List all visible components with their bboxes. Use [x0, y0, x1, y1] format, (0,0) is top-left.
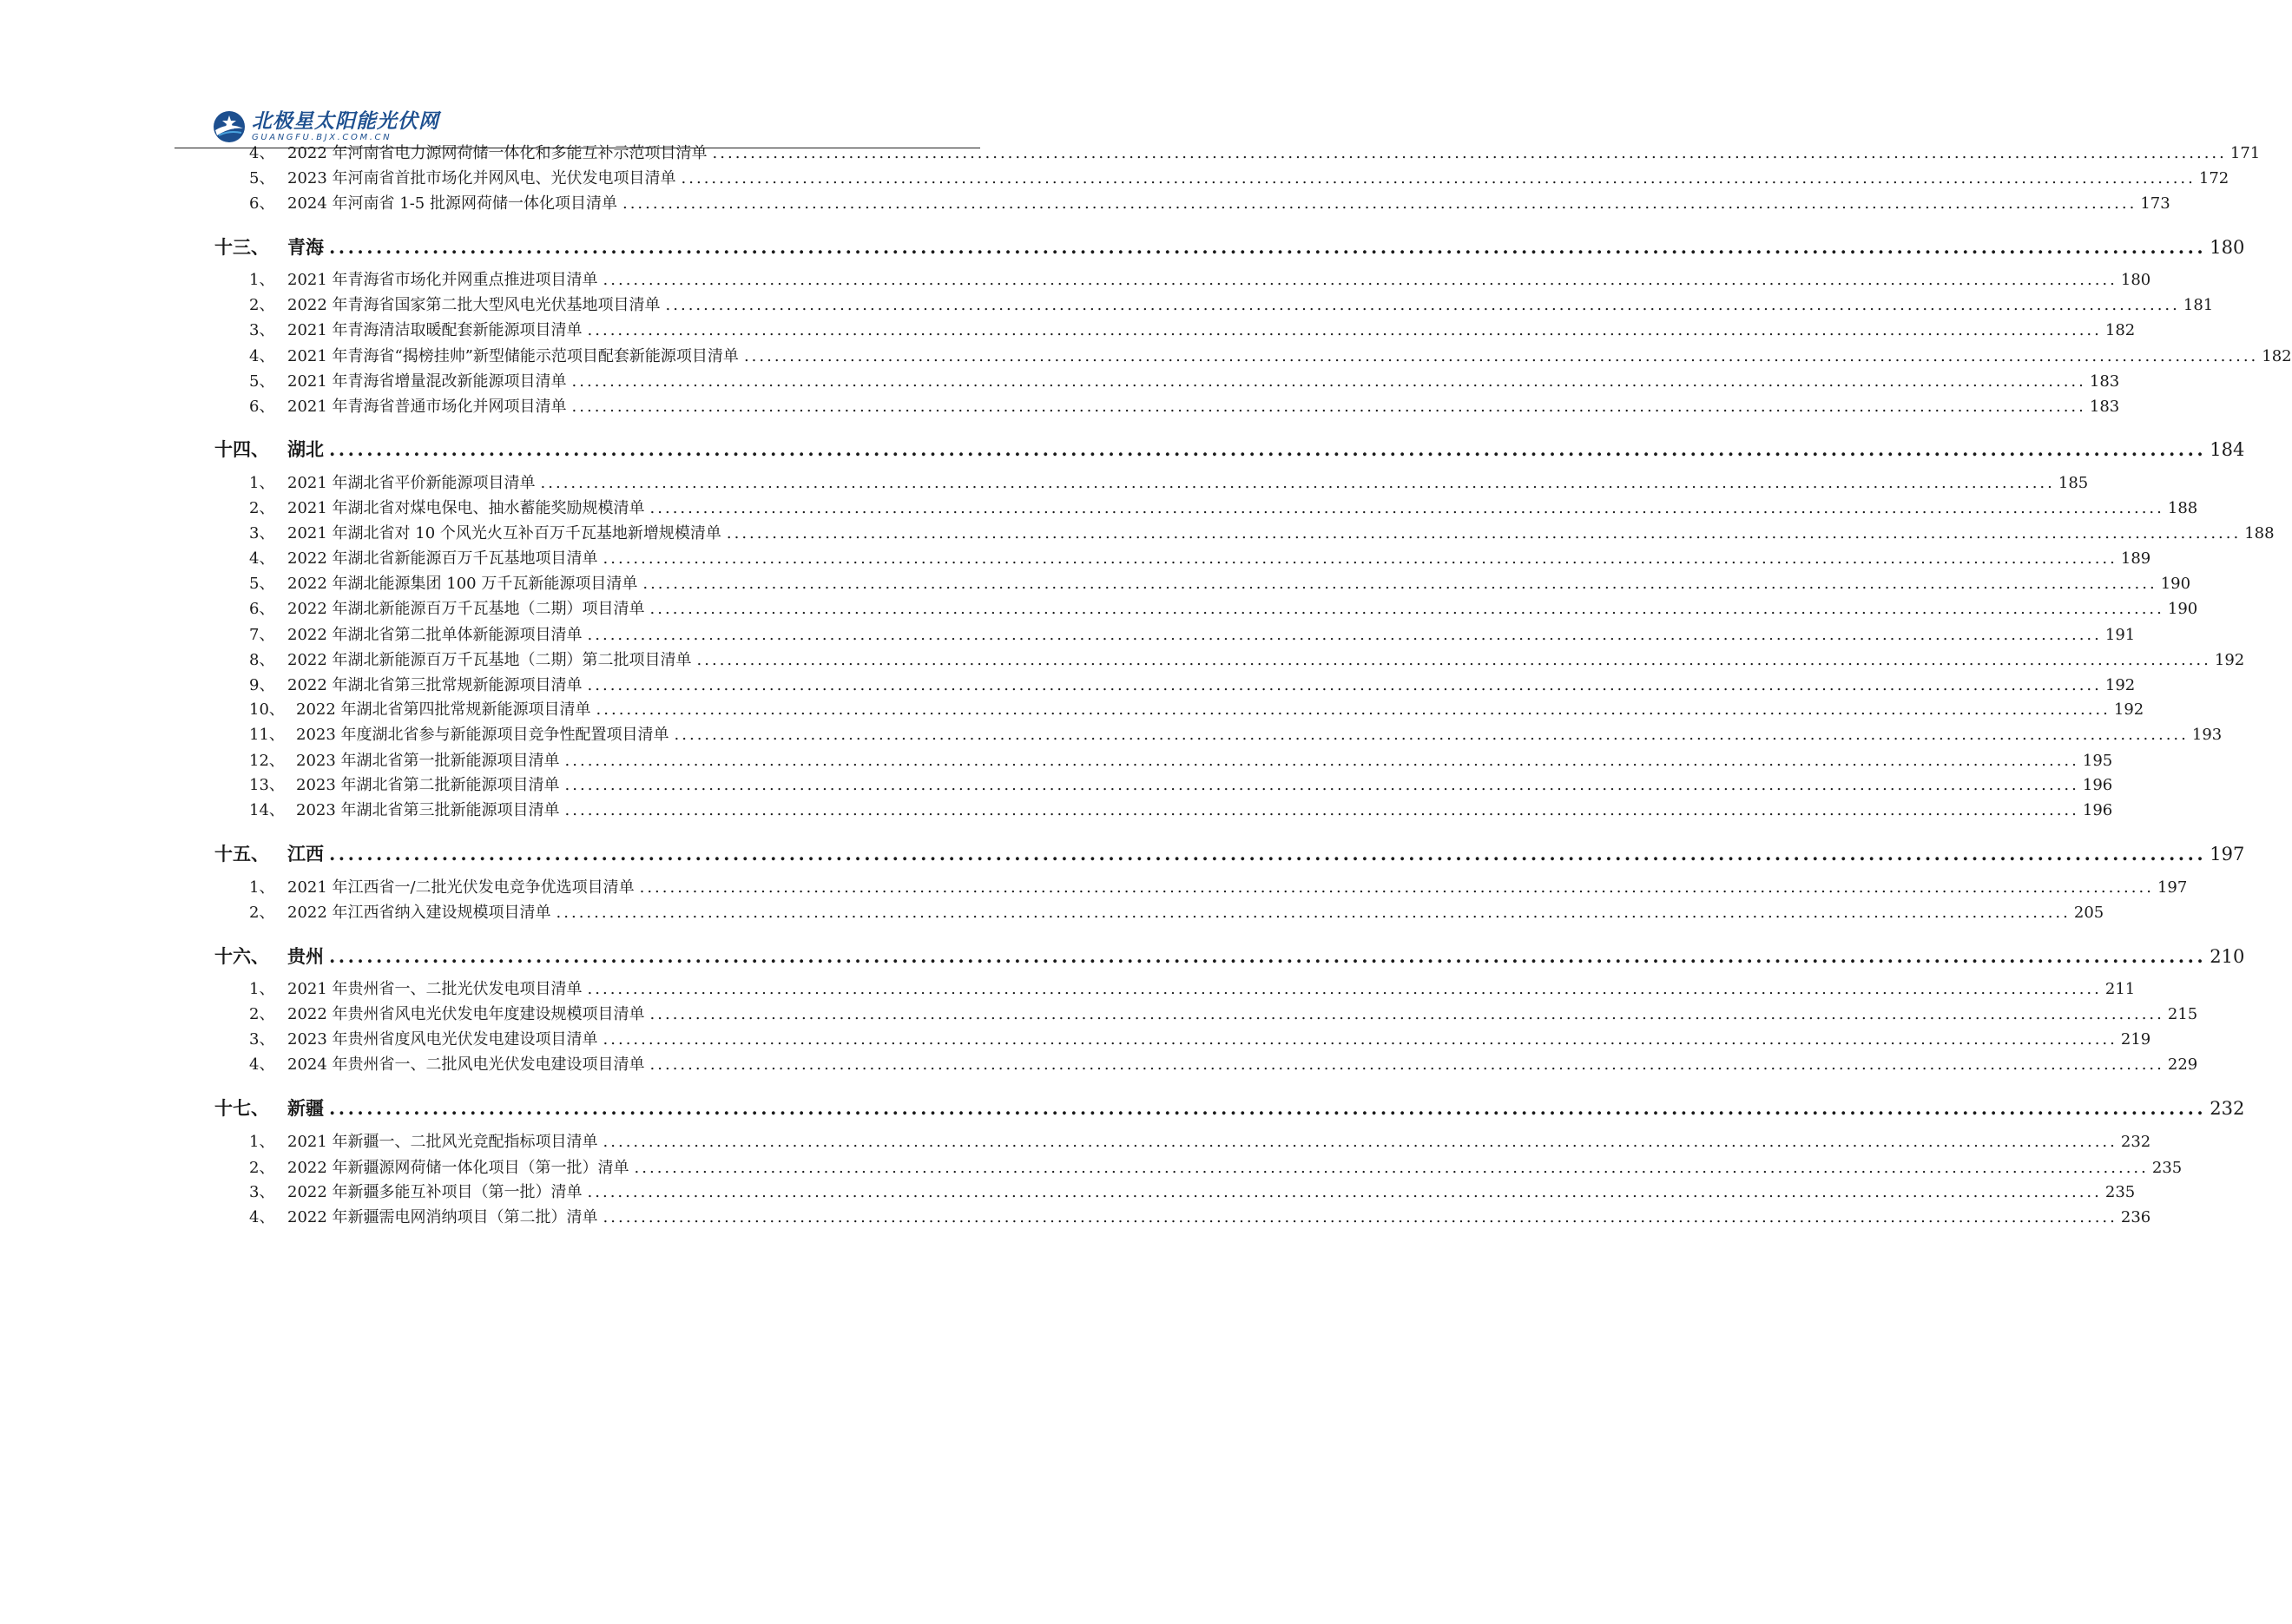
toc-title: 2022 年湖北能源集团 100 万千瓦新能源项目清单 — [287, 575, 638, 593]
toc-page-number: 171 — [2229, 144, 2261, 162]
toc-page-number: 182 — [2104, 321, 2136, 339]
toc-item[interactable] — [0, 622, 2136, 645]
toc-page-number: 236 — [2120, 1208, 2151, 1226]
toc-title: 2023 年湖北省第二批新能源项目清单 — [296, 776, 560, 794]
toc-number: 十六、 — [214, 945, 269, 967]
toc-title: 江西 — [287, 843, 324, 865]
toc-item[interactable] — [0, 976, 2136, 999]
toc-page-number: 219 — [2120, 1030, 2151, 1049]
toc-page-number: 188 — [2167, 499, 2198, 517]
toc-title: 2022 年湖北省第二批单体新能源项目清单 — [287, 626, 583, 644]
toc-title: 2022 年湖北省新能源百万千瓦基地项目清单 — [287, 549, 598, 568]
toc-leader: ........................................................................................................................................................................................................ — [540, 474, 2055, 492]
toc-item[interactable] — [0, 673, 2136, 695]
toc-page-number: 185 — [2058, 474, 2089, 492]
toc-number: 2、 — [249, 904, 275, 922]
toc-item[interactable] — [0, 369, 2120, 391]
toc-title: 2022 年湖北省第四批常规新能源项目清单 — [296, 700, 591, 719]
toc-title: 新疆 — [287, 1097, 324, 1119]
toc-leader: ........................................................................................................................................................................................................ — [649, 499, 2164, 517]
toc-title: 湖北 — [287, 438, 324, 460]
toc-item[interactable] — [0, 773, 2113, 795]
toc-page-number: 184 — [2210, 439, 2245, 460]
toc-item[interactable] — [0, 293, 2214, 315]
toc-number: 6、 — [249, 600, 275, 618]
toc-item[interactable] — [0, 875, 2188, 897]
toc-leader: ........................................................................................................................................................................................................ — [564, 752, 2079, 770]
toc-title: 2022 年湖北省第三批常规新能源项目清单 — [287, 676, 583, 694]
toc-item[interactable] — [0, 521, 2275, 543]
toc-title: 2021 年青海省普通市场化并网项目清单 — [287, 398, 567, 416]
toc-number: 4、 — [249, 347, 275, 365]
toc-page-number: 192 — [2214, 651, 2245, 669]
toc-leader: ........................................................................................................................................................................................................ — [603, 549, 2117, 568]
toc-title: 2024 年河南省 1-5 批源网荷储一体化项目清单 — [287, 194, 617, 213]
toc-leader: ........................................................................................................................................................................................................ — [743, 347, 2259, 365]
toc-page-number: 232 — [2120, 1133, 2151, 1151]
toc-page-number: 232 — [2210, 1098, 2245, 1119]
toc-leader: ........................................................................................................................................................................................................ — [571, 398, 2086, 416]
toc-number: 5、 — [249, 169, 275, 187]
toc-page-number: 197 — [2157, 878, 2188, 897]
toc-page-number: 210 — [2210, 946, 2245, 967]
toc-number: 7、 — [249, 626, 275, 644]
toc-title: 2021 年湖北省对煤电保电、抽水蓄能奖励规模清单 — [287, 499, 645, 517]
toc-leader: ........................................................................................................................................................................................................ — [639, 878, 2154, 897]
toc-page-number: 191 — [2104, 626, 2136, 644]
toc-leader: ........................................................................................................................................................................................................ — [696, 651, 2211, 669]
toc-item[interactable] — [0, 748, 2113, 771]
toc-section[interactable] — [0, 436, 2245, 462]
toc-number: 8、 — [249, 651, 275, 669]
toc-number: 12、 — [249, 752, 285, 770]
toc-number: 4、 — [249, 1208, 275, 1226]
toc-number: 1、 — [249, 474, 275, 492]
toc-item[interactable] — [0, 470, 2089, 493]
toc-item[interactable] — [0, 900, 2104, 923]
toc-item[interactable] — [0, 648, 2245, 670]
toc-title: 2024 年贵州省一、二批风电光伏发电建设项目清单 — [287, 1055, 645, 1074]
toc-leader: ........................................................................................................................................................................................................ — [649, 1055, 2164, 1074]
toc-title: 2021 年贵州省一、二批光伏发电项目清单 — [287, 980, 583, 998]
toc-number: 14、 — [249, 801, 285, 819]
toc-title: 2023 年湖北省第三批新能源项目清单 — [296, 801, 560, 819]
toc-leader: ........................................................................................................................................................................................................ — [556, 904, 2071, 922]
toc-title: 2022 年江西省纳入建设规模项目清单 — [287, 904, 551, 922]
toc-leader: ........................................................................................................................................................................................................ — [681, 169, 2196, 187]
toc-page-number: 196 — [2082, 776, 2113, 794]
toc-page-number: 192 — [2113, 700, 2144, 719]
toc-item[interactable] — [0, 1205, 2151, 1227]
toc-number: 十七、 — [214, 1097, 269, 1119]
toc-title: 2022 年新疆多能互补项目（第一批）清单 — [287, 1183, 583, 1201]
toc-item[interactable] — [0, 798, 2113, 820]
toc-number: 3、 — [249, 524, 275, 542]
toc-leader: ........................................................................................................................................................................................................ — [587, 1183, 2102, 1201]
toc-title: 2022 年湖北新能源百万千瓦基地（二期）第二批项目清单 — [287, 651, 692, 669]
toc-leader: ........................................................................................................................................................................................................ — [726, 524, 2242, 542]
toc-leader: ........................................................................................................................................................................................................ — [571, 372, 2086, 391]
toc-title: 2022 年湖北新能源百万千瓦基地（二期）项目清单 — [287, 600, 645, 618]
toc-page-number: 193 — [2191, 726, 2223, 744]
toc-number: 4、 — [249, 144, 275, 162]
toc-page-number: 215 — [2167, 1005, 2198, 1023]
toc-leader: ........................................................................................................................................................................................................ — [564, 801, 2079, 819]
toc-section[interactable] — [0, 840, 2245, 866]
toc-title: 青海 — [287, 236, 324, 258]
toc-number: 2、 — [249, 499, 275, 517]
toc-title: 2022 年青海省国家第二批大型风电光伏基地项目清单 — [287, 296, 661, 314]
toc-leader: ........................................................................................................................................................................................................ — [642, 575, 2157, 593]
toc-number: 6、 — [249, 194, 275, 213]
toc-leader: ........................................................................................................................................................................................................ — [603, 1208, 2117, 1226]
toc-title: 2022 年河南省电力源网荷储一体化和多能互补示范项目清单 — [287, 144, 708, 162]
toc-page-number: 180 — [2120, 271, 2151, 289]
toc-title: 2022 年新疆需电网消纳项目（第二批）清单 — [287, 1208, 598, 1226]
toc-item[interactable] — [0, 496, 2198, 518]
toc-number: 5、 — [249, 575, 275, 593]
toc-page-number: 205 — [2073, 904, 2104, 922]
toc-number: 十五、 — [214, 843, 269, 865]
toc-page-number: 192 — [2104, 676, 2136, 694]
logo-url: GUANGFU.BJX.COM.CN — [252, 133, 392, 142]
toc-item[interactable] — [0, 546, 2151, 569]
toc-number: 1、 — [249, 1133, 275, 1151]
toc-title: 2021 年江西省一/二批光伏发电竞争优选项目清单 — [287, 878, 635, 897]
toc-title: 2021 年新疆一、二批风光竞配指标项目清单 — [287, 1133, 598, 1151]
toc-page-number: 235 — [2151, 1159, 2183, 1177]
toc-page-number: 195 — [2082, 752, 2113, 770]
toc-item[interactable] — [0, 571, 2191, 594]
toc-number: 13、 — [249, 776, 285, 794]
toc-page-number: 189 — [2120, 549, 2151, 568]
toc-title: 2021 年青海省增量混改新能源项目清单 — [287, 372, 567, 391]
toc-item[interactable] — [0, 394, 2120, 417]
toc-page-number: 196 — [2082, 801, 2113, 819]
toc-leader: ........................................................................................................................................................................................................ — [329, 945, 2207, 967]
toc-number: 11、 — [249, 726, 285, 744]
toc-page-number: 181 — [2183, 296, 2214, 314]
toc-page-number: 183 — [2089, 398, 2120, 416]
toc-item[interactable] — [0, 1002, 2198, 1024]
toc-page-number: 190 — [2160, 575, 2191, 593]
toc-leader: ........................................................................................................................................................................................................ — [634, 1159, 2149, 1177]
toc-page-number: 235 — [2104, 1183, 2136, 1201]
toc-section[interactable] — [0, 233, 2245, 260]
toc-page-number: 182 — [2262, 347, 2292, 365]
toc-title: 2021 年青海省“揭榜挂帅”新型储能示范项目配套新能源项目清单 — [287, 347, 739, 365]
toc-page-number: 229 — [2167, 1055, 2198, 1074]
toc-page-number: 197 — [2210, 844, 2245, 865]
toc-leader: ........................................................................................................................................................................................................ — [603, 1133, 2117, 1151]
toc-leader: ........................................................................................................................................................................................................ — [622, 194, 2137, 213]
toc-leader: ........................................................................................................................................................................................................ — [649, 1005, 2164, 1023]
toc-page-number: 172 — [2198, 169, 2229, 187]
toc-title: 2023 年贵州省度风电光伏发电建设项目清单 — [287, 1030, 598, 1049]
toc-page-number: 173 — [2140, 194, 2170, 213]
toc-item[interactable] — [0, 1052, 2198, 1075]
toc-title: 2023 年湖北省第一批新能源项目清单 — [296, 752, 560, 770]
toc-leader: ........................................................................................................................................................................................................ — [329, 1097, 2207, 1119]
logo-name: 北极星太阳能光伏网 — [252, 110, 439, 133]
toc-section[interactable] — [0, 1095, 2245, 1121]
toc-leader: ........................................................................................................................................................................................................ — [712, 144, 2227, 162]
toc-item[interactable] — [0, 318, 2136, 340]
toc-title: 2021 年青海省市场化并网重点推进项目清单 — [287, 271, 598, 289]
toc-title: 贵州 — [287, 945, 324, 967]
toc-section[interactable] — [0, 943, 2245, 969]
toc-item[interactable] — [0, 344, 2292, 366]
toc-number: 3、 — [249, 321, 275, 339]
toc-leader: ........................................................................................................................................................................................................ — [587, 626, 2102, 644]
toc-item[interactable] — [0, 1027, 2151, 1049]
toc-number: 5、 — [249, 372, 275, 391]
toc-leader: ........................................................................................................................................................................................................ — [587, 321, 2102, 339]
toc-item[interactable] — [0, 166, 2229, 188]
toc-page-number: 211 — [2104, 980, 2136, 998]
toc-item[interactable] — [0, 722, 2223, 745]
toc-item[interactable] — [0, 191, 2170, 214]
toc-number: 3、 — [249, 1183, 275, 1201]
toc-number: 1、 — [249, 878, 275, 897]
toc-number: 4、 — [249, 1055, 275, 1074]
toc-leader: ........................................................................................................................................................................................................ — [665, 296, 2180, 314]
toc-page-number: 183 — [2089, 372, 2120, 391]
toc-title: 2023 年河南省首批市场化并网风电、光伏发电项目清单 — [287, 169, 676, 187]
toc-title: 2022 年新疆源网荷储一体化项目（第一批）清单 — [287, 1159, 629, 1177]
toc-page-number: 188 — [2244, 524, 2275, 542]
toc-title: 2022 年贵州省风电光伏发电年度建设规模项目清单 — [287, 1005, 645, 1023]
toc-number: 4、 — [249, 549, 275, 568]
toc-number: 2、 — [249, 1005, 275, 1023]
toc-number: 1、 — [249, 980, 275, 998]
toc-number: 10、 — [249, 700, 285, 719]
toc-number: 十三、 — [214, 236, 269, 258]
toc-item[interactable] — [0, 1180, 2136, 1202]
toc-item[interactable] — [0, 1155, 2183, 1178]
toc-title: 2021 年湖北省平价新能源项目清单 — [287, 474, 536, 492]
toc-title: 2023 年度湖北省参与新能源项目竞争性配置项目清单 — [296, 726, 669, 744]
toc-page-number: 190 — [2167, 600, 2198, 618]
toc-leader: ........................................................................................................................................................................................................ — [603, 271, 2117, 289]
toc-leader: ........................................................................................................................................................................................................ — [674, 726, 2189, 744]
toc-leader: ........................................................................................................................................................................................................ — [587, 676, 2102, 694]
toc-leader: ........................................................................................................................................................................................................ — [329, 236, 2207, 258]
toc-number: 9、 — [249, 676, 275, 694]
toc-item[interactable] — [0, 697, 2144, 720]
toc-item[interactable] — [0, 1129, 2151, 1152]
toc-number: 3、 — [249, 1030, 275, 1049]
toc-page-number: 180 — [2210, 237, 2245, 258]
toc-number: 6、 — [249, 398, 275, 416]
toc-item[interactable] — [0, 141, 2261, 163]
toc-leader: ........................................................................................................................................................................................................ — [603, 1030, 2117, 1049]
toc-leader: ........................................................................................................................................................................................................ — [587, 980, 2102, 998]
toc-leader: ........................................................................................................................................................................................................ — [329, 438, 2207, 460]
toc-number: 十四、 — [214, 438, 269, 460]
toc-leader: ........................................................................................................................................................................................................ — [564, 776, 2079, 794]
toc-number: 1、 — [249, 271, 275, 289]
toc-item[interactable] — [0, 267, 2151, 290]
toc-leader: ........................................................................................................................................................................................................ — [329, 843, 2207, 865]
toc-title: 2021 年湖北省对 10 个风光火互补百万千瓦基地新增规模清单 — [287, 524, 721, 542]
toc-leader: ........................................................................................................................................................................................................ — [596, 700, 2111, 719]
toc-number: 2、 — [249, 296, 275, 314]
toc-leader: ........................................................................................................................................................................................................ — [649, 600, 2164, 618]
toc-number: 2、 — [249, 1159, 275, 1177]
toc-title: 2021 年青海清洁取暖配套新能源项目清单 — [287, 321, 583, 339]
toc-item[interactable] — [0, 596, 2198, 619]
